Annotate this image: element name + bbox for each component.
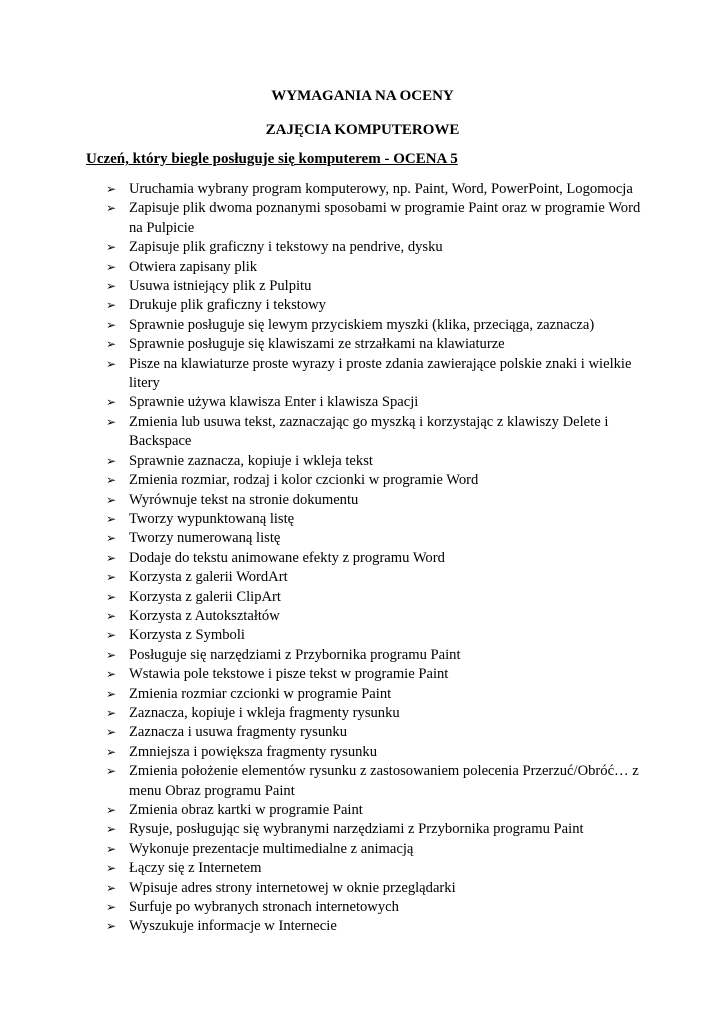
list-item — [106, 549, 651, 568]
arrowhead-bullet-icon: ➢ — [106, 841, 117, 856]
list-item-text: Uruchamia wybrany program komputerowy, np. Paint, Word, PowerPoint, Logomocja — [129, 181, 633, 197]
list-item — [106, 879, 651, 898]
list-item — [106, 704, 651, 723]
list-item-text: Zmienia lub usuwa tekst, zaznaczając go myszką i korzystając z klawiszy Delete i Backspace — [129, 413, 609, 450]
list-item — [106, 762, 651, 801]
list-item-text: Wstawia pole tekstowe i pisze tekst w programie Paint — [129, 666, 449, 683]
list-item — [106, 723, 651, 742]
list-item-text: Sprawnie posługuje się lewym przyciskiem myszki (klika, przeciąga, zaznacza) — [129, 316, 595, 333]
list-item-text: Sprawnie zaznacza, kopiuje i wkleja tekst — [129, 452, 373, 469]
list-item-text: Wyszukuje informacje w Internecie — [129, 918, 337, 935]
arrowhead-bullet-icon: ➢ — [106, 764, 117, 779]
list-item — [106, 665, 651, 684]
list-item-text: Korzysta z Symboli — [129, 627, 245, 644]
list-item — [106, 471, 651, 490]
arrowhead-bullet-icon: ➢ — [106, 725, 117, 740]
list-item-text: Zaznacza i usuwa fragmenty rysunku — [129, 724, 348, 741]
list-item — [106, 277, 651, 296]
list-item — [106, 607, 651, 626]
list-item — [106, 335, 651, 354]
document-title: WYMAGANIA NA OCENY — [271, 88, 454, 104]
arrowhead-bullet-icon: ➢ — [106, 880, 117, 895]
list-item — [106, 859, 651, 878]
list-item — [106, 238, 651, 257]
arrowhead-bullet-icon: ➢ — [106, 201, 117, 216]
arrowhead-bullet-icon: ➢ — [106, 414, 117, 429]
arrowhead-bullet-icon: ➢ — [106, 511, 117, 526]
arrowhead-bullet-icon: ➢ — [106, 861, 117, 876]
list-item — [106, 296, 651, 315]
list-item-text: Sprawnie używa klawisza Enter i klawisza Spacji — [129, 394, 419, 411]
list-item-text: Zmniejsza i powiększa fragmenty rysunku — [129, 743, 378, 760]
list-item-text: Zmienia obraz kartki w programie Paint — [129, 802, 363, 818]
list-item-text: Zmienia rozmiar, rodzaj i kolor czcionki w programie Word — [129, 472, 479, 489]
list-item-text: Tworzy numerowaną listę — [129, 530, 281, 547]
arrowhead-bullet-icon: ➢ — [106, 628, 117, 643]
arrowhead-bullet-icon: ➢ — [106, 395, 117, 410]
list-item — [106, 568, 651, 587]
arrowhead-bullet-icon: ➢ — [106, 919, 117, 934]
arrowhead-bullet-icon: ➢ — [106, 803, 117, 817]
list-item — [106, 258, 651, 277]
arrowhead-bullet-icon: ➢ — [106, 531, 117, 546]
arrowhead-bullet-icon: ➢ — [106, 279, 117, 294]
list-item-text: Pisze na klawiaturze proste wyrazy i proste zdania zawierające polskie znaki i wielkie litery — [129, 355, 632, 392]
arrowhead-bullet-icon: ➢ — [106, 240, 117, 255]
list-item-text: Tworzy wypunktowaną listę — [129, 510, 295, 527]
list-item — [106, 180, 651, 199]
list-item — [106, 588, 651, 607]
list-item — [106, 820, 651, 839]
list-item-text: Zmienia rozmiar czcionki w programie Paint — [129, 685, 392, 702]
arrowhead-bullet-icon: ➢ — [106, 298, 117, 313]
list-item-text: Wyrównuje tekst na stronie dokumentu — [129, 491, 359, 508]
arrowhead-bullet-icon: ➢ — [106, 589, 117, 604]
arrowhead-bullet-icon: ➢ — [106, 705, 117, 720]
list-item-text: Wykonuje prezentacje multimedialne z animacją — [129, 840, 414, 857]
arrowhead-bullet-icon: ➢ — [106, 259, 117, 274]
arrowhead-bullet-icon: ➢ — [106, 667, 117, 682]
list-item — [106, 491, 651, 510]
arrowhead-bullet-icon: ➢ — [106, 356, 117, 371]
arrowhead-bullet-icon: ➢ — [106, 900, 117, 915]
list-item — [106, 199, 651, 238]
list-item-text: Rysuje, posługując się wybranymi narzędziami z Przybornika programu Paint — [129, 821, 584, 838]
list-item-text: Posługuje się narzędziami z Przybornika programu Paint — [129, 646, 461, 663]
list-item-text: Korzysta z galerii ClipArt — [129, 588, 281, 605]
list-item-text: Dodaje do tekstu animowane efekty z programu Word — [129, 549, 445, 566]
list-item-text: Zmienia położenie elementów rysunku z zastosowaniem polecenia Przerzuć/Obróć… z menu Obraz programu Paint — [129, 763, 639, 799]
requirements-list — [106, 180, 651, 937]
arrowhead-bullet-icon: ➢ — [106, 473, 117, 488]
document-subject: ZAJĘCIA KOMPUTEROWE — [265, 122, 460, 138]
list-item — [106, 801, 651, 820]
list-item — [106, 355, 651, 394]
list-item-text: Zaznacza, kopiuje i wkleja fragmenty rysunku — [129, 704, 400, 721]
arrowhead-bullet-icon: ➢ — [106, 550, 117, 565]
list-item — [106, 646, 651, 665]
list-item-text: Usuwa istniejący plik z Pulpitu — [129, 278, 312, 295]
arrowhead-bullet-icon: ➢ — [106, 608, 117, 623]
list-item-text: Sprawnie posługuje się klawiszami ze strzałkami na klawiaturze — [129, 336, 505, 353]
list-item — [106, 510, 651, 529]
grade-heading: Uczeń, który biegle posługuje się komputerem - OCENA 5 — [86, 151, 458, 167]
list-item — [106, 413, 651, 452]
list-item-text: Otwiera zapisany plik — [129, 258, 258, 275]
list-item-text: Zapisuje plik graficzny i tekstowy na pendrive, dysku — [129, 239, 443, 256]
list-item-text: Zapisuje plik dwoma poznanymi sposobami w programie Paint oraz w programie Word na Pulpicie — [129, 200, 641, 236]
arrowhead-bullet-icon: ➢ — [106, 492, 117, 507]
arrowhead-bullet-icon: ➢ — [106, 822, 117, 837]
list-item — [106, 743, 651, 762]
list-item-text: Wpisuje adres strony internetowej w oknie przeglądarki — [129, 879, 456, 896]
list-item-text: Łączy się z Internetem — [129, 860, 262, 877]
list-item-text: Drukuje plik graficzny i tekstowy — [129, 297, 326, 314]
arrowhead-bullet-icon: ➢ — [106, 317, 117, 332]
list-item — [106, 898, 651, 917]
list-item-text: Surfuje po wybranych stronach internetowych — [129, 899, 399, 916]
arrowhead-bullet-icon: ➢ — [106, 570, 117, 585]
arrowhead-bullet-icon: ➢ — [106, 182, 117, 196]
list-item — [106, 529, 651, 548]
arrowhead-bullet-icon: ➢ — [106, 744, 117, 759]
list-item — [106, 685, 651, 704]
list-item — [106, 316, 651, 335]
arrowhead-bullet-icon: ➢ — [106, 647, 117, 662]
list-item — [106, 452, 651, 471]
list-item — [106, 393, 651, 412]
arrowhead-bullet-icon: ➢ — [106, 686, 117, 701]
list-item-text: Korzysta z galerii WordArt — [129, 569, 288, 586]
list-item — [106, 840, 651, 859]
arrowhead-bullet-icon: ➢ — [106, 453, 117, 468]
list-item-text: Korzysta z Autokształtów — [129, 607, 280, 624]
list-item — [106, 626, 651, 645]
list-item — [106, 917, 651, 936]
arrowhead-bullet-icon: ➢ — [106, 337, 117, 352]
